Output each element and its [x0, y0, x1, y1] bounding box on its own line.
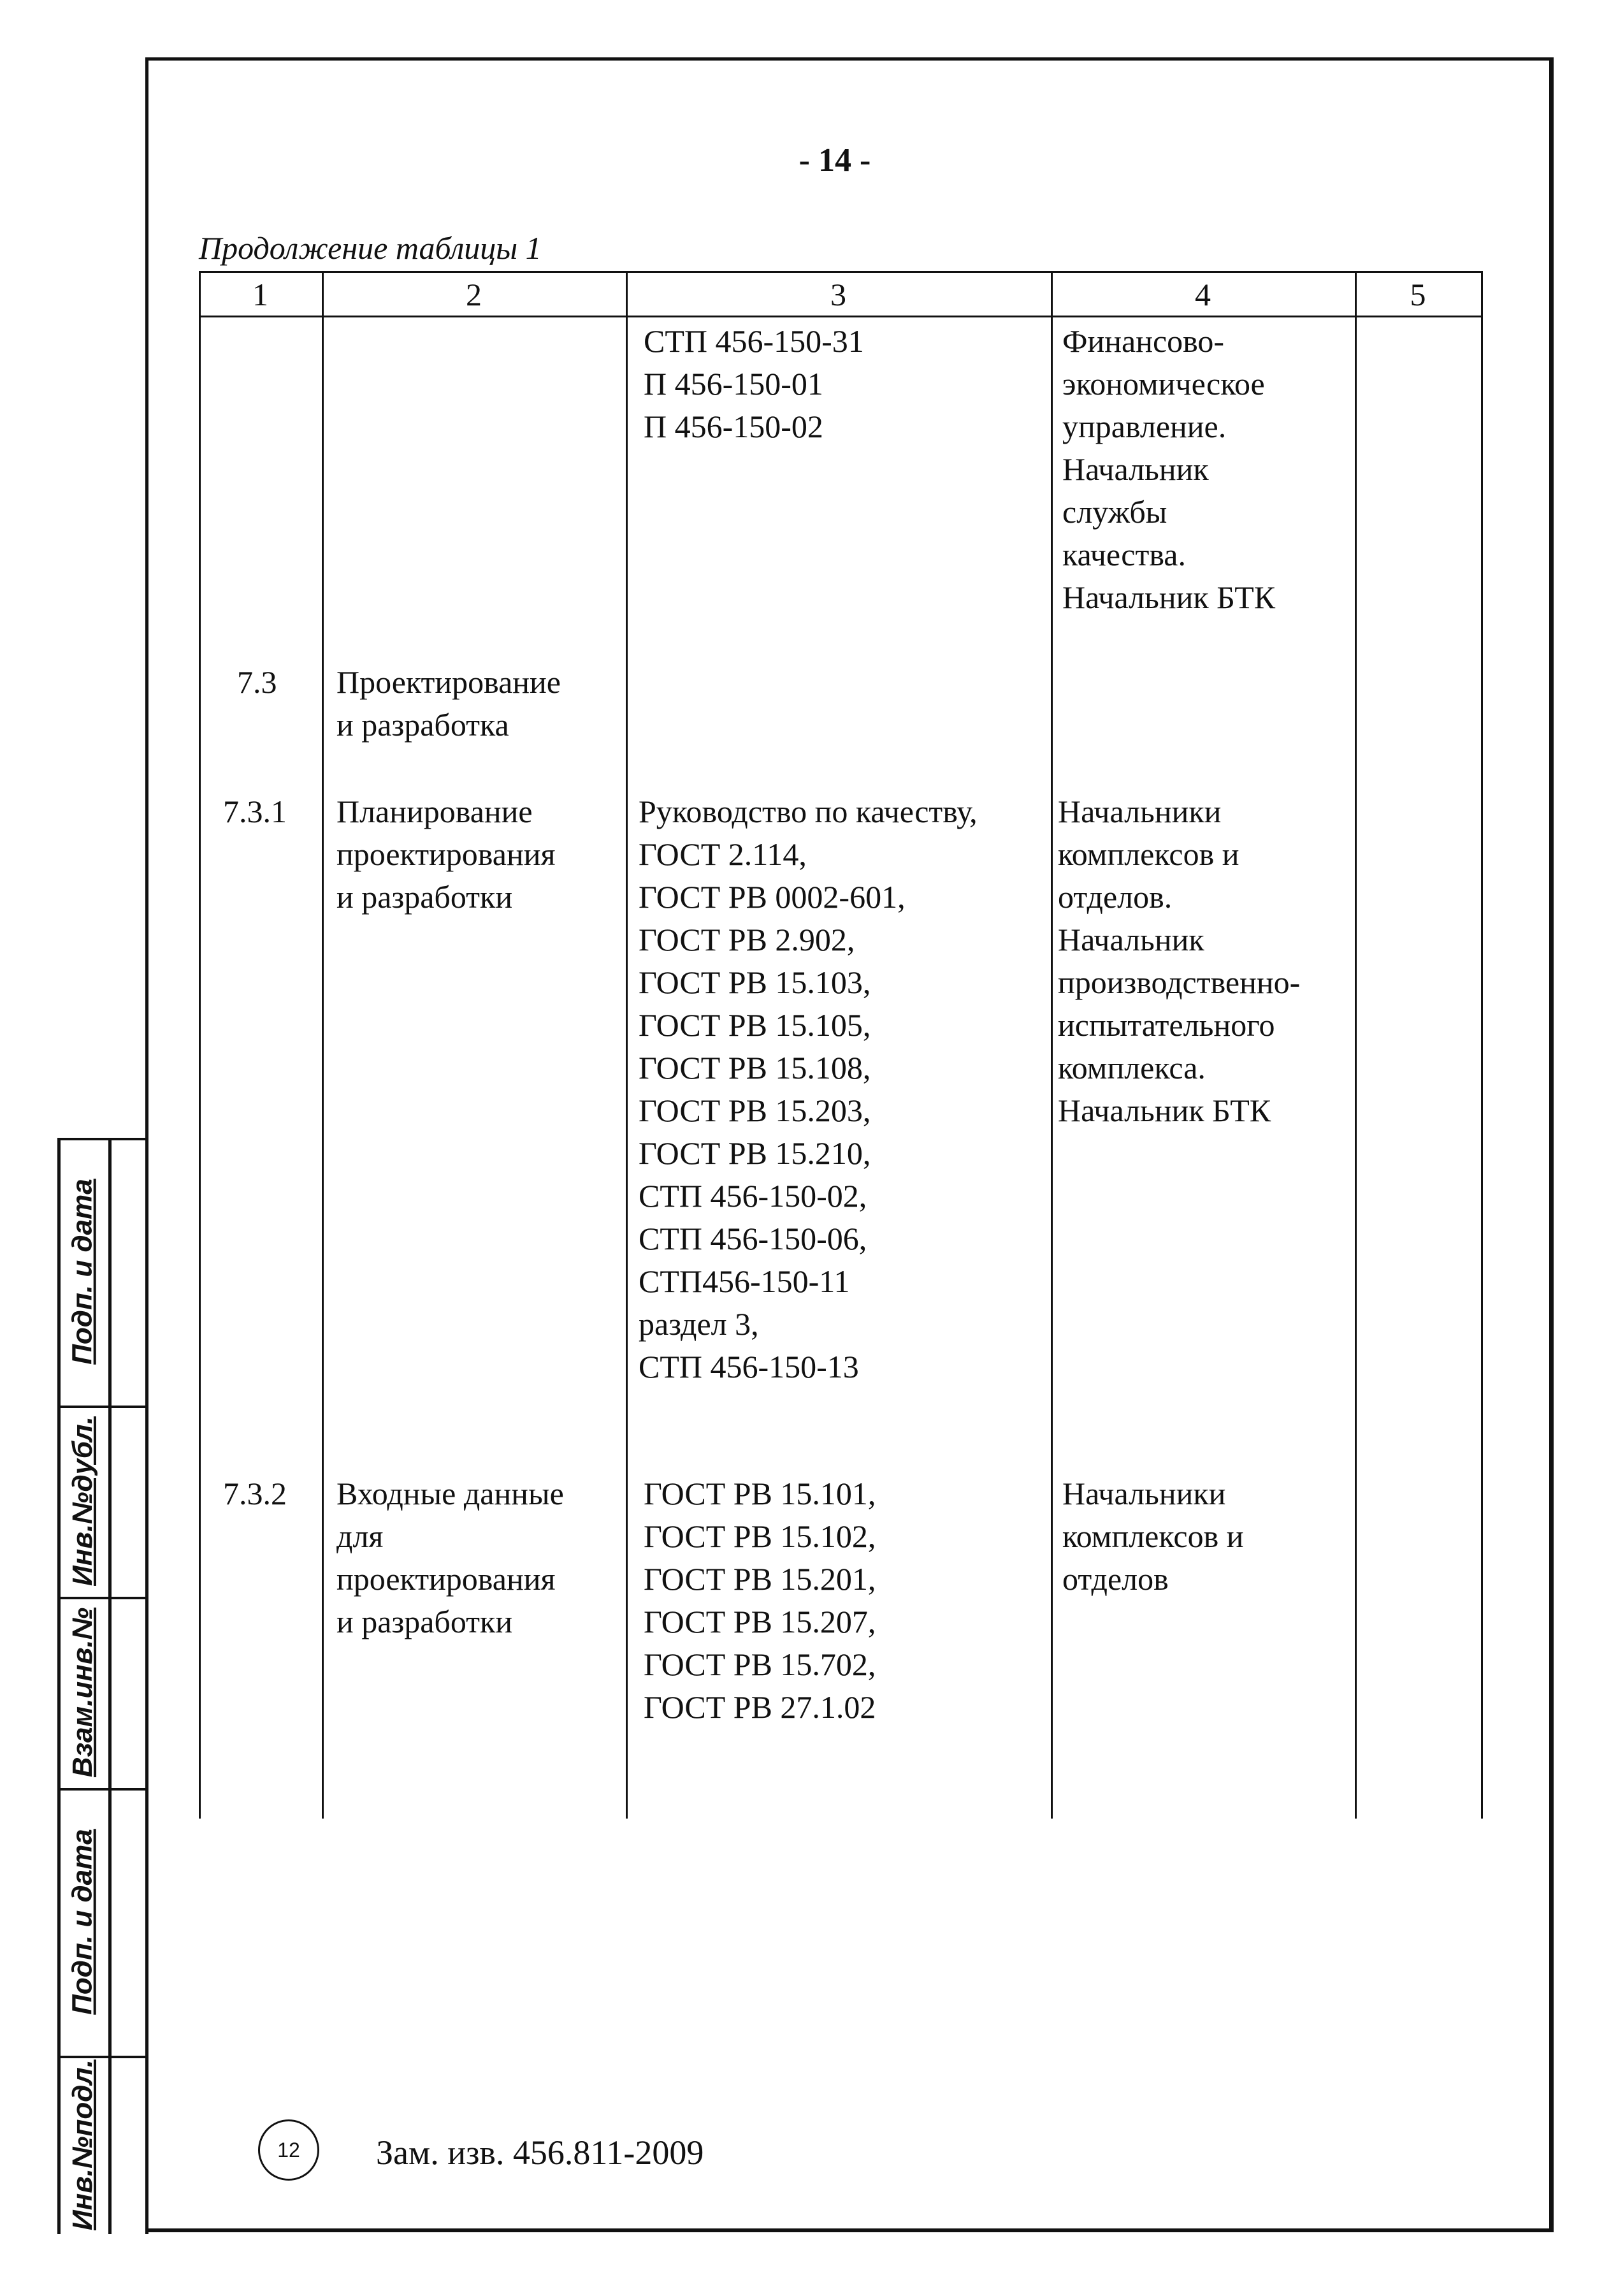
column-rule — [1481, 271, 1483, 1819]
stamp-label: Инв.№дубл. — [67, 1416, 99, 1586]
table-cell-process: Проектирование и разработка — [336, 664, 561, 743]
page-number: - 14 - — [798, 142, 871, 178]
column-header: 3 — [830, 277, 846, 312]
column-rule — [1051, 271, 1053, 1819]
side-stamp — [57, 1138, 147, 2234]
stamp-label: Взам.инв.№ — [67, 1607, 98, 1778]
table-cell-responsible: Финансово- экономическое управление. Начальник службы качества. Начальник БТК — [1062, 323, 1276, 615]
column-header: 5 — [1410, 277, 1426, 312]
table-cell-standards: Руководство по качеству, ГОСТ 2.114, ГОСТ РВ 0002-601, ГОСТ РВ 2.902, ГОСТ РВ 15.103, ГОСТ РВ 15.105, ГОСТ РВ 15.108, ГОСТ РВ 15.203, ГОСТ РВ 15.210, СТП 456-150-02, СТП 456-150-06, СТП456-150-11 раздел 3, СТП 456-150-13 — [639, 794, 978, 1384]
table-cell-process: Планирование проектирования и разработки — [336, 794, 556, 915]
table-header-border — [199, 316, 1483, 317]
column-rule — [1355, 271, 1357, 1819]
table-top-border — [199, 271, 1483, 273]
column-header: 1 — [252, 277, 268, 312]
table-cell-standards: СТП 456-150-31 П 456-150-01 П 456-150-02 — [644, 323, 864, 444]
revision-number: 12 — [258, 2119, 319, 2181]
table-cell-standards: ГОСТ РВ 15.101, ГОСТ РВ 15.102, ГОСТ РВ 15.201, ГОСТ РВ 15.207, ГОСТ РВ 15.702, ГОСТ РВ 27.1.02 — [644, 1476, 876, 1725]
column-rule — [322, 271, 324, 1819]
column-rule — [626, 271, 628, 1819]
stamp-label: Подп. и дата — [67, 1829, 99, 2015]
table-cell-responsible: Начальники комплексов и отделов. Начальник производственно- испытательного комплекса. Начальник БТК — [1058, 794, 1301, 1128]
table-cell-process: Входные данные для проектирования и разработки — [336, 1476, 564, 1639]
table-cell-clause: 7.3.1 — [223, 794, 287, 829]
table-caption: Продолжение таблицы 1 — [199, 230, 542, 266]
column-header: 2 — [466, 277, 482, 312]
table-cell-clause: 7.3 — [237, 664, 277, 700]
stamp-label: Инв.№подл. — [67, 2060, 98, 2230]
revision-note: Зам. изв. 456.811-2009 — [376, 2133, 704, 2172]
table-cell-responsible: Начальники комплексов и отделов — [1062, 1476, 1244, 1597]
table-cell-clause: 7.3.2 — [223, 1476, 287, 1511]
stamp-label: Подп. и дата — [67, 1179, 99, 1365]
column-header: 4 — [1195, 277, 1211, 312]
table-1 — [199, 271, 1483, 1819]
column-rule — [199, 271, 201, 1819]
